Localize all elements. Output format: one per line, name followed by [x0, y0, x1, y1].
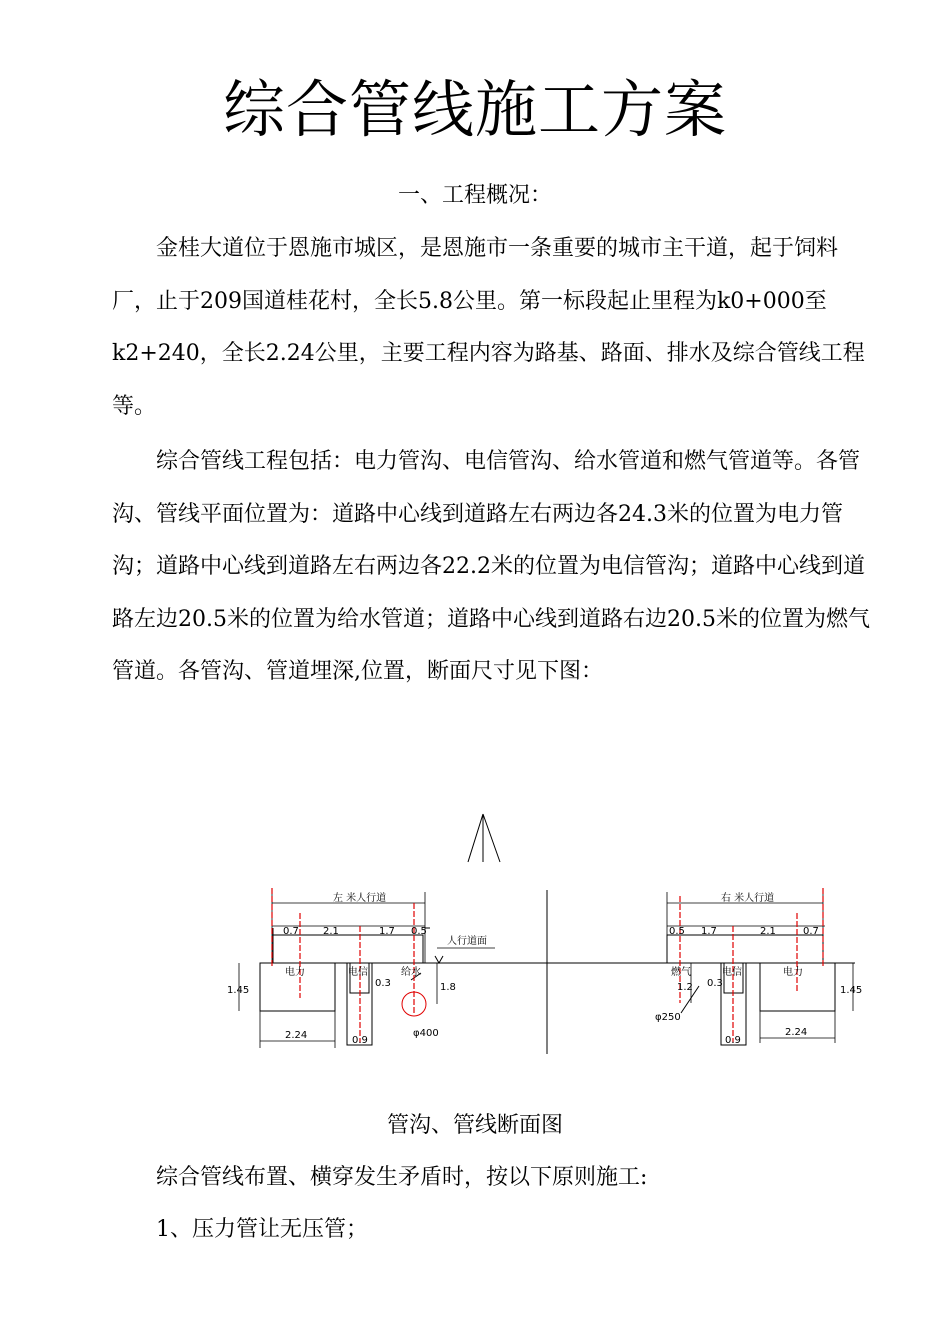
right-telecom-depth: 0.3: [707, 978, 723, 989]
left-power-label: 电力: [285, 967, 305, 978]
list-item-1: 1、压力管让无压管；: [156, 1217, 368, 1242]
right-dim-2: 1.7: [701, 926, 717, 937]
right-power-depth: 1.45: [840, 985, 863, 996]
north-arrow-icon: [468, 814, 500, 862]
right-telecom-width: 0.9: [725, 1035, 741, 1046]
paragraph-principles: 综合管线布置、横穿发生矛盾时，按以下原则施工:: [156, 1165, 648, 1190]
document-title: 综合管线施工方案: [222, 73, 727, 146]
right-gas-depth: 1.2: [677, 982, 693, 993]
left-dim-4: 0.5: [411, 926, 427, 937]
right-pipe-diameter: φ250: [655, 1012, 681, 1023]
right-dim-4: 0.7: [803, 926, 819, 937]
left-power-depth: 1.45: [227, 985, 250, 996]
left-dim-2: 2.1: [323, 926, 339, 937]
left-telecom-width: 0.9: [352, 1035, 368, 1046]
paragraph-overview: 金桂大道位于恩施市城区，是恩施市一条重要的城市主干道，起于饲料厂，止于209国道桂花村，全长5.8公里。第一标段起止里程为k0+000至k2+240，全长2.24公里，主要工程内容为路基、路面、排水及综合管线工程等。: [112, 236, 865, 419]
right-gas-label: 燃气: [671, 967, 691, 978]
section-heading: 一、工程概况：: [397, 183, 552, 208]
left-dim-3: 1.7: [379, 926, 395, 937]
right-sidewalk-label: 右 米人行道: [721, 893, 775, 904]
left-dim-1: 0.7: [283, 926, 299, 937]
paragraph-pipelines: 综合管线工程包括：电力管沟、电信管沟、给水管道和燃气管道等。各管沟、管线平面位置为：道路中心线到道路左右两边各24.3米的位置为电力管沟；道路中心线到道路左右两边各22.2米的位置为电信管沟；道路中心线到道路左边20.5米的位置为给水管道；道路中心线到道路右边20.5米的位置为燃气管道。各管沟、管道埋深,位置，断面尺寸见下图：: [112, 449, 870, 684]
left-sidewalk-label: 左 米人行道: [333, 893, 387, 904]
left-telecom-depth: 0.3: [375, 978, 391, 989]
right-telecom-label: 电信: [722, 967, 742, 978]
right-dim-1: 0.5: [669, 926, 685, 937]
surface-label: 人行道面: [447, 936, 487, 947]
left-water-label: 给水: [401, 967, 421, 978]
left-power-width: 2.24: [285, 1030, 308, 1041]
left-telecom-label: 电信: [348, 967, 368, 978]
right-power-label: 电力: [783, 967, 803, 978]
pipeline-cross-section-diagram: [225, 808, 865, 1068]
left-water-depth: 1.8: [440, 982, 456, 993]
left-pipe-diameter: φ400: [413, 1028, 439, 1039]
right-dim-3: 2.1: [760, 926, 776, 937]
right-power-width: 2.24: [785, 1027, 808, 1038]
figure-caption: 管沟、管线断面图: [386, 1113, 563, 1138]
